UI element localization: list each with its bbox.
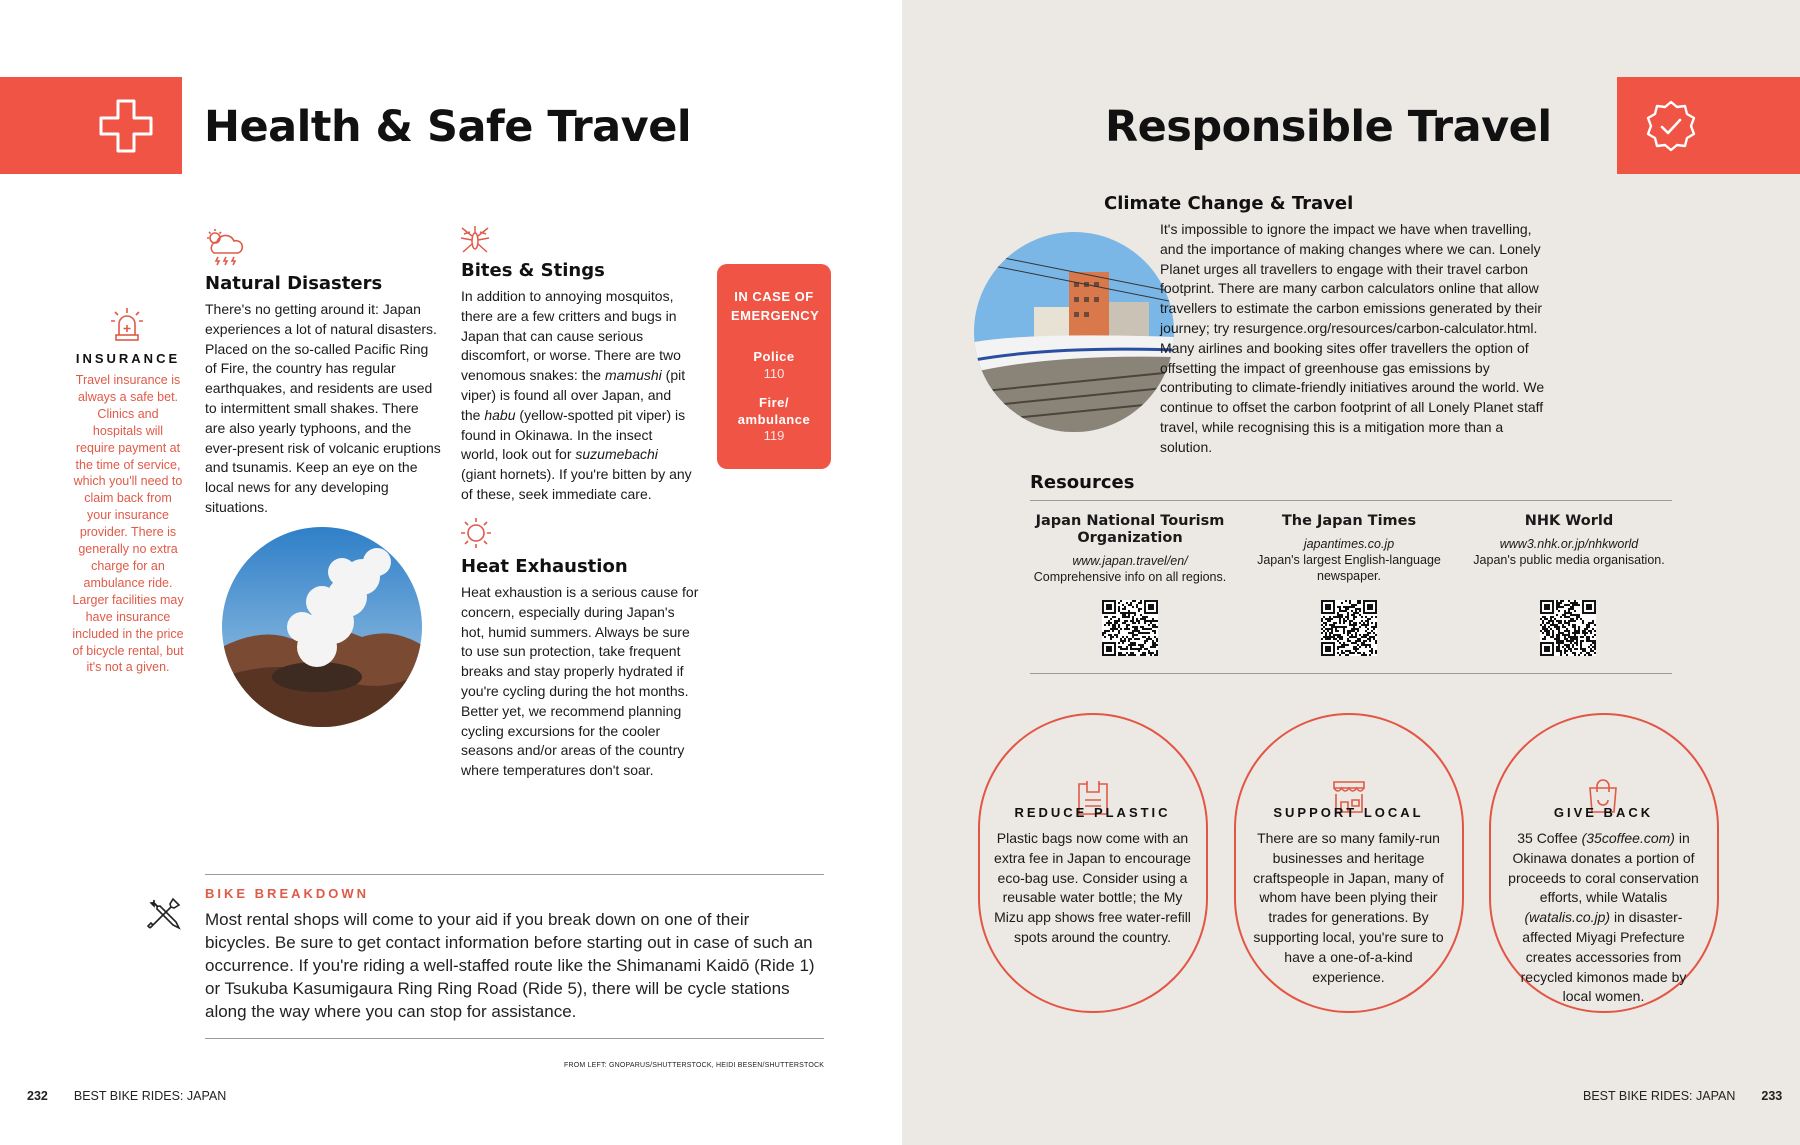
resource-name: NHK World <box>1524 513 1614 529</box>
page-title: Responsible Travel <box>1105 102 1552 152</box>
resources-heading: Resources <box>1030 472 1135 493</box>
shield-check-icon <box>1644 99 1698 153</box>
bites-text-part: (giant hornets). If you're bitten by any of these, seek immediate care. <box>461 466 692 502</box>
resource-desc: Japan's largest English-language newspaper. <box>1257 553 1441 583</box>
insurance-text: Travel insurance is always a safe bet. Clinics and hospitals will require payment at the time of service, which you'll need to claim back from your insurance provider. There is generally no extra charge for an ambulance ride. Larger facilities may have insurance included in the price of bicycle rental, but it's not a given. <box>72 373 184 675</box>
mosquito-icon <box>459 224 491 256</box>
book-title: BEST BIKE RIDES: JAPAN <box>1583 1089 1736 1103</box>
health-header-block <box>0 77 182 174</box>
tip-support-local <box>1234 713 1464 1013</box>
heat-exhaustion-text: Heat exhaustion is a serious cause for concern, especially during Japan's hot, humid summers. Always be sure to use sun protection, take frequent breaks and stay properly hydrated if you're cycling during the hot months. Better yet, we recommend planning cycling excursions for the cooler seasons and/or areas of the country where temperatures don't soar. <box>461 584 699 779</box>
qr-code-icon[interactable] <box>1321 600 1377 656</box>
bites-text-part: (pit viper) is found all over Japan, and the <box>461 367 686 423</box>
tip-text: Plastic bags now come with an extra fee in Japan to encourage eco-bag use. Consider using a reusable water bottle; the My Mizu app shows free water-refill spots around the country. <box>994 830 1191 945</box>
resource-url[interactable]: www3.nhk.or.jp/nhkworld <box>1499 537 1639 551</box>
divider <box>205 874 824 875</box>
tip-heading: REDUCE PLASTIC <box>1014 805 1171 820</box>
book-title: BEST BIKE RIDES: JAPAN <box>73 1089 227 1103</box>
fire-label: Fire/ ambulance <box>737 395 811 427</box>
suzumebachi-term: suzumebachi <box>575 446 658 463</box>
resource-desc: Japan's public media organisation. <box>1473 553 1665 567</box>
natural-disasters-text: There's no getting around it: Japan experiences a lot of natural disasters. Placed on the so-called Pacific Ring of Fire, the country has regular earthquakes, and residents are used to intermittent small shakes. There are also yearly typhoons, and the ever-present risk of volcanic eruptions and tsunamis. Keep an eye on the local news for any developing situations. <box>205 301 441 515</box>
tip-link[interactable]: (35coffee.com) <box>1581 830 1675 846</box>
tip-heading: SUPPORT LOCAL <box>1273 805 1424 820</box>
photo-credit: FROM LEFT: GNOPARUS/SHUTTERSTOCK, HEIDI BESEN/SHUTTERSTOCK <box>564 1062 825 1069</box>
heat-exhaustion-heading: Heat Exhaustion <box>461 556 628 577</box>
natural-disasters-heading: Natural Disasters <box>205 273 383 294</box>
tip-reduce-plastic <box>978 713 1208 1013</box>
divider <box>205 1038 824 1039</box>
bites-stings-heading: Bites & Stings <box>461 260 605 281</box>
tip-link[interactable]: (watalis.co.jp) <box>1524 909 1611 926</box>
tip-text-part: 35 Coffee <box>1517 830 1582 846</box>
sun-icon <box>459 516 493 550</box>
footer-left <box>27 1089 226 1103</box>
page-number: 232 <box>27 1089 48 1103</box>
emergency-box <box>717 264 831 469</box>
bike-breakdown-text: Most rental shops will come to your aid if you break down on one of their bicycles. Be sure to get contact information before starting out in case of such an occurrence. If you're riding a well-staffed route like the Shimanami Kaidō (Ride 1) or Tsukuba Kasumigaura Ring Ring Road (Ride 5), there will be cycle stations along the way where you can stop for assistance. <box>205 910 815 1021</box>
resource-item <box>1030 513 1230 585</box>
resource-item <box>1249 513 1449 584</box>
right-page <box>902 0 1800 1145</box>
qr-code-icon[interactable] <box>1540 600 1596 656</box>
tip-text <box>1505 829 1702 1007</box>
divider <box>1030 500 1672 501</box>
emergency-heading: IN CASE OF EMERGENCY <box>731 289 820 323</box>
tip-text: There are so many family-run businesses and heritage craftspeople in Japan, many of whom have been plying their trades for generations. By supporting local, you're sure to have a one-of-a-kind experience. <box>1253 830 1444 985</box>
page-number: 233 <box>1761 1089 1783 1103</box>
divider <box>1030 673 1672 674</box>
police-number: 110 <box>763 366 785 381</box>
tip-give-back <box>1489 713 1719 1013</box>
footer-right <box>1583 1089 1782 1103</box>
page-title: Health & Safe Travel <box>204 102 692 152</box>
siren-icon <box>110 306 144 342</box>
medical-cross-icon <box>97 97 155 155</box>
resource-desc: Comprehensive info on all regions. <box>1033 570 1227 584</box>
responsible-header-block <box>1617 77 1800 174</box>
climate-heading: Climate Change & Travel <box>1104 193 1354 214</box>
storm-cloud-icon <box>205 228 247 268</box>
resource-url[interactable]: japantimes.co.jp <box>1303 537 1395 551</box>
climate-text: It's impossible to ignore the impact we have when travelling, and the importance of making changes where we can. Lonely Planet urges all travellers to engage with their travel carbon footprint. There are many carbon calculators online that allow travellers to estimate the carbon emissions generated by their journey; try resurgence.org/resources/carbon-calculator.html. Many airlines and booking sites offer travellers the option of offsetting the impact of greenhouse gas emissions by contributing to climate-friendly initiatives around the world. We continue to offset the carbon footprint of all Lonely Planet staff travel, while recognising this is a mitigation more than a solution. <box>1160 221 1545 455</box>
fire-number: 119 <box>763 428 785 443</box>
resource-item <box>1469 513 1669 568</box>
bike-breakdown-heading: BIKE BREAKDOWN <box>205 886 370 901</box>
bites-stings-text <box>461 287 693 505</box>
bites-text-part: (yellow-spotted pit viper) is found in Okinawa. In the insect world, look out for <box>461 406 686 463</box>
mamushi-term: mamushi <box>604 367 662 384</box>
train-photo <box>974 232 1174 432</box>
qr-code-icon[interactable] <box>1102 600 1158 656</box>
tip-text-part: in Okinawa donates a portion of proceeds to coral conservation efforts, while Watalis <box>1508 830 1699 906</box>
volcano-photo <box>222 527 422 727</box>
tip-text-part: in disaster-affected Miyagi Prefecture creates accessories from recycled kimonos made by local women. <box>1520 909 1687 1005</box>
habu-term: habu <box>484 406 516 423</box>
resource-name: Japan National Tourism Organization <box>1035 513 1225 546</box>
tools-icon <box>146 896 182 932</box>
tip-heading: GIVE BACK <box>1553 805 1654 820</box>
insurance-heading: INSURANCE <box>75 351 181 366</box>
police-label: Police <box>753 349 795 364</box>
resource-url[interactable]: www.japan.travel/en/ <box>1072 554 1188 568</box>
bites-text-part: In addition to annoying mosquitos, there are a few critters and bugs in Japan that can cause serious discomfort, or worse. There are two venomous snakes: the <box>461 288 681 384</box>
resource-name: The Japan Times <box>1281 513 1417 529</box>
